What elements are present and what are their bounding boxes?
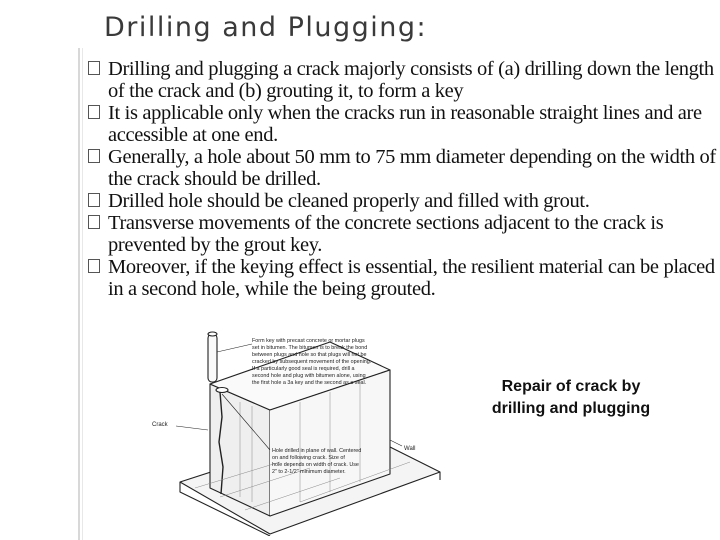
annotation-line: cracked by subsequent movement of the opening. — [252, 359, 372, 365]
annotation-line: between plugs and hole so that plugs will not be — [252, 352, 367, 358]
bullet-item — [88, 190, 716, 212]
bullet-item — [88, 146, 716, 190]
plug-rod — [208, 334, 217, 382]
annotation-line: on and following crack. Size of — [272, 455, 345, 461]
bullet-box-icon — [88, 215, 100, 229]
caption-line: drilling and plugging — [491, 400, 651, 417]
bullet-text: Generally, a hole about 50 mm to 75 mm diameter depending on the width of the crack should be drilled. — [108, 146, 716, 190]
bullet-text: It is applicable only when the cracks run in reasonable straight lines and are accessible at one end. — [108, 102, 702, 146]
bullet-box-icon — [88, 149, 100, 163]
bullet-box-icon — [88, 259, 100, 273]
annotation-line: If a particularly good seal is required, drill a — [252, 366, 355, 372]
bullet-list — [88, 58, 716, 300]
annotation-line: second hole and plug with bitumen alone, using — [252, 373, 366, 379]
bullet-item — [88, 58, 716, 102]
slide-title: Drilling and Plugging: — [104, 12, 428, 43]
bullet-item — [88, 102, 716, 146]
slide-border-line — [78, 48, 80, 540]
bullet-box-icon — [88, 193, 100, 207]
bullet-text: Moreover, if the keying effect is essential, the resilient material can be placed in a second hole, while the being grouted. — [108, 256, 715, 300]
wall-label: Wall — [404, 446, 416, 452]
figure-caption — [476, 376, 666, 420]
bullet-box-icon — [88, 105, 100, 119]
annotation-line: 2" to 2-1/2" minimum diameter. — [272, 469, 346, 475]
caption-line: Repair of crack by — [501, 378, 641, 395]
bullet-box-icon — [88, 61, 100, 75]
crack-label: Crack — [152, 422, 168, 428]
bullet-text: Drilling and plugging a crack majorly consists of (a) drilling down the length of the crack and (b) grouting it, to form a key — [108, 58, 714, 102]
annotation-line: the first hole a 3a key and the second as a seal. — [252, 380, 367, 386]
annotation-line: set in bitumen. The bitumen is to break the bond — [252, 345, 368, 351]
slide-border-line-inner — [82, 48, 83, 540]
annotation-line: Hole drilled in plane of wall. Centered — [272, 448, 362, 454]
bullet-text: Drilled hole should be cleaned properly and filled with grout. — [108, 190, 590, 212]
annotation-line: hole depends on width of crack. Use — [272, 462, 359, 468]
drilled-hole — [216, 388, 228, 393]
bullet-item — [88, 256, 716, 300]
bullet-item — [88, 212, 716, 256]
crack-repair-illustration — [140, 322, 470, 536]
bullet-text: Transverse movements of the concrete sections adjacent to the crack is prevented by the grout key. — [108, 212, 664, 256]
annotation-top — [252, 338, 371, 386]
annotation-line: Form key with precast concrete or mortar plugs — [252, 338, 365, 344]
